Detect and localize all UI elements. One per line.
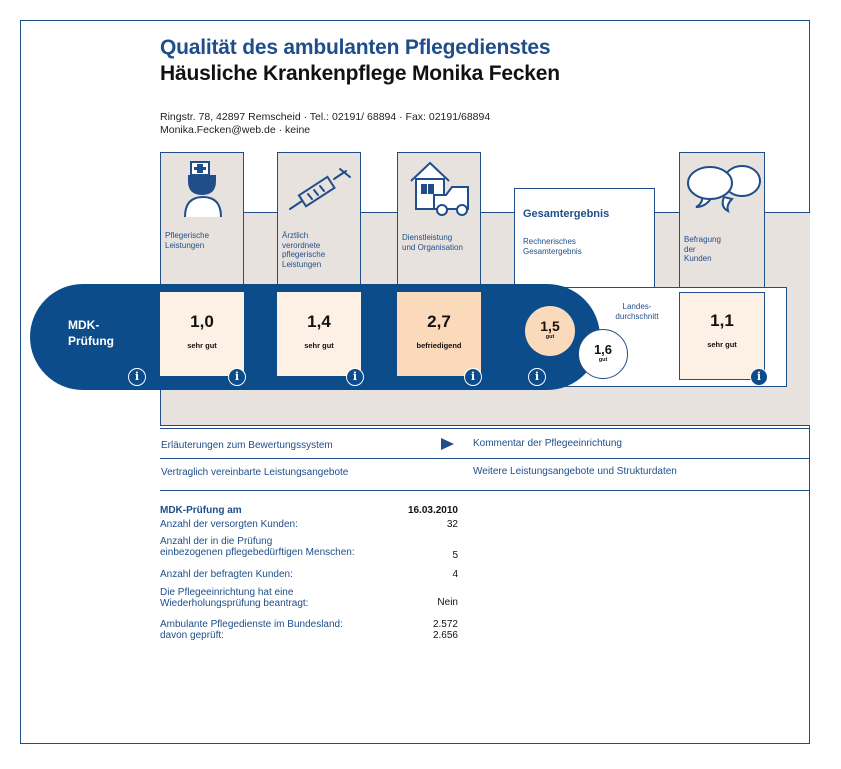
fact-label: Ambulante Pflegedienste im Bundesland: davon geprüft:	[160, 619, 343, 641]
overall-result-panel	[514, 188, 655, 288]
category-label: Pflegerische Leistungen	[165, 231, 210, 250]
divider	[160, 490, 810, 491]
overall-subtitle: Rechnerisches Gesamtergebnis	[523, 237, 582, 256]
info-button-befragung[interactable]: i	[750, 368, 768, 386]
syringe-icon	[288, 165, 354, 216]
divider	[160, 428, 810, 429]
mdk-label: MDK- Prüfung	[68, 318, 114, 348]
overall-title: Gesamtergebnis	[523, 208, 610, 220]
overall-rating: gut	[545, 334, 555, 340]
score-box-pflegerische	[160, 292, 244, 376]
house-car-icon	[408, 157, 474, 222]
divider	[160, 458, 810, 459]
category-label: Ärztlich verordnete pflegerische Leistungen	[282, 231, 326, 269]
fact-value: 5	[452, 550, 458, 561]
provider-name: Häusliche Krankenpflege Monika Fecken	[160, 62, 560, 85]
score-rating: befriedigend	[416, 341, 462, 350]
panel-aerztlich-verordnete	[277, 152, 361, 292]
score-value: 1,0	[190, 312, 214, 331]
fact-value: Nein	[437, 597, 458, 608]
fact-label: Anzahl der in die Prüfung einbezogenen pflegebedürftigen Menschen:	[160, 536, 355, 558]
state-average-rating: gut	[598, 357, 608, 363]
score-rating: sehr gut	[304, 341, 334, 350]
score-rating: sehr gut	[707, 340, 737, 349]
nurse-icon	[181, 159, 225, 222]
panel-befragung-kunden	[679, 152, 765, 292]
link-contract-services[interactable]: Vertraglich vereinbarte Leistungsangebote	[161, 467, 349, 478]
state-average-score: 1,6	[593, 342, 613, 357]
address-line: Ringstr. 78, 42897 Remscheid · Tel.: 02191/ 68894 · Fax: 02191/68894	[160, 111, 491, 123]
panel-dienstleistung-organisation	[397, 152, 481, 292]
speech-bubbles-icon	[684, 161, 762, 218]
info-button-aerztlich[interactable]: i	[346, 368, 364, 386]
score-box-befragung	[679, 292, 765, 380]
contact-info	[160, 111, 490, 137]
fact-label: Die Pflegeeinrichtung hat eine Wiederholungsprüfung beantragt:	[160, 587, 309, 609]
score-value: 2,7	[427, 312, 451, 331]
score-box-aerztlich	[277, 292, 361, 376]
contact-line: Monika.Fecken@web.de · keine	[160, 124, 311, 136]
fact-value: 2.572 2.656	[432, 619, 458, 641]
fact-label: MDK-Prüfung am	[160, 505, 242, 516]
fact-value: 32	[446, 519, 458, 530]
category-label: Dienstleistung und Organisation	[402, 233, 463, 252]
link-comment[interactable]: Kommentar der Pflegeeinrichtung	[473, 438, 622, 449]
fact-label: Anzahl der versorgten Kunden:	[160, 519, 298, 530]
category-label: Befragung der Kunden	[684, 235, 721, 263]
score-value: 1,1	[710, 311, 734, 330]
fact-value: 4	[452, 569, 458, 580]
link-explanation[interactable]: Erläuterungen zum Bewertungssystem	[161, 440, 333, 451]
panel-pflegerische-leistungen	[160, 152, 244, 292]
info-button-overall[interactable]: i	[528, 368, 546, 386]
score-rating: sehr gut	[187, 341, 217, 350]
overall-score: 1,5	[540, 318, 560, 334]
state-average-circle	[578, 329, 628, 379]
info-button-mdk[interactable]: i	[128, 368, 146, 386]
score-box-dienstleistung	[397, 292, 481, 376]
link-further-services[interactable]: Weitere Leistungsangebote und Strukturdaten	[473, 466, 677, 477]
info-button-dienstleistung[interactable]: i	[464, 368, 482, 386]
fact-label: Anzahl der befragten Kunden:	[160, 569, 293, 580]
page-title: Qualität des ambulanten Pflegedienstes	[160, 36, 551, 59]
fact-value: 16.03.2010	[407, 505, 458, 516]
info-button-pflegerische[interactable]: i	[228, 368, 246, 386]
score-value: 1,4	[307, 312, 331, 331]
overall-score-circle	[525, 306, 575, 356]
play-arrow-icon	[441, 438, 454, 450]
state-average-label: Landes- durchschnitt	[615, 302, 659, 321]
